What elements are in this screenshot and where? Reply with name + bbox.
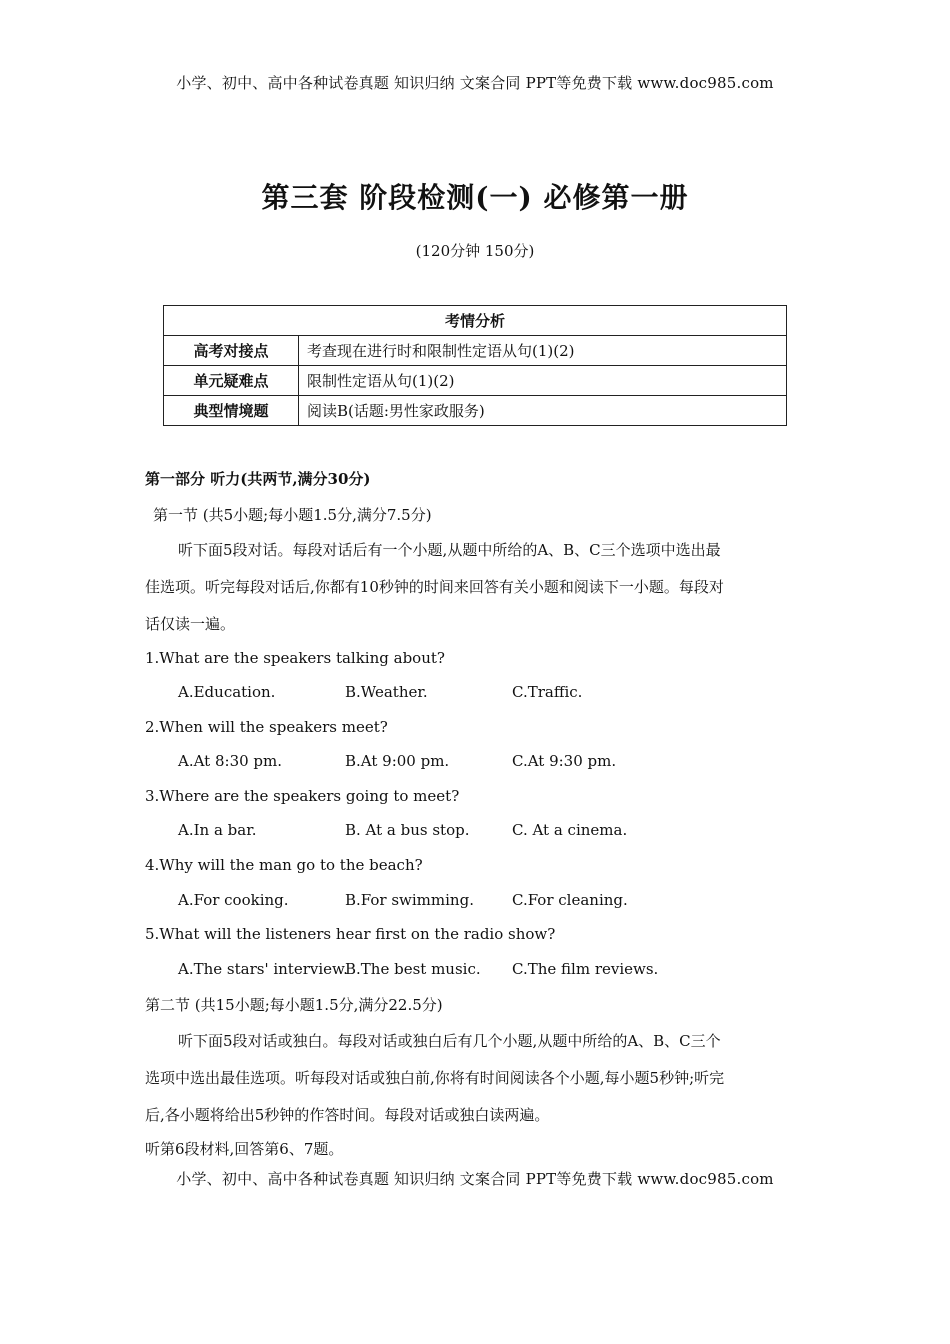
page-footer: 小学、初中、高中各种试卷真题 知识归纳 文案合同 PPT等免费下载 www.doc985.com	[176, 1170, 774, 1188]
table-value: 限制性定语从句(1)(2)	[299, 366, 787, 396]
section1-instruction-line: 听下面5段对话。每段对话后有一个小题,从题中所给的A、B、C三个选项中选出最	[178, 541, 721, 559]
option-a: A.For cooking.	[178, 891, 289, 909]
option-a: A.In a bar.	[178, 821, 257, 839]
question-1: 1.What are the speakers talking about?	[145, 649, 445, 667]
page-title: 第三套 阶段检测(一) 必修第一册	[261, 181, 689, 214]
question-4: 4.Why will the man go to the beach?	[145, 856, 423, 874]
section1-instruction-line: 佳选项。听完每段对话后,你都有10秒钟的时间来回答有关小题和阅读下一小题。每段对	[145, 578, 724, 596]
table-row	[164, 336, 787, 366]
section2-instruction-line: 选项中选出最佳选项。听每段对话或独白前,你将有时间阅读各个小题,每小题5秒钟;听完	[145, 1069, 725, 1087]
option-a: A.The stars' interview.	[178, 960, 348, 978]
option-b: B. At a bus stop.	[345, 821, 470, 839]
option-c: C.For cleaning.	[512, 891, 628, 909]
table-key: 单元疑难点	[164, 366, 299, 396]
section2-heading: 第二节 (共15小题;每小题1.5分,满分22.5分)	[145, 996, 443, 1014]
option-c: C.The film reviews.	[512, 960, 659, 978]
option-c: C.Traffic.	[512, 683, 583, 701]
table-key: 高考对接点	[164, 336, 299, 366]
table-row	[164, 396, 787, 426]
table-row	[164, 306, 787, 336]
part1-heading: 第一部分 听力(共两节,满分30分)	[145, 470, 371, 488]
exam-duration-score: (120分钟 150分)	[415, 242, 535, 260]
question-3: 3.Where are the speakers going to meet?	[145, 787, 460, 805]
option-b: B.For swimming.	[345, 891, 474, 909]
page-header: 小学、初中、高中各种试卷真题 知识归纳 文案合同 PPT等免费下载 www.doc985.com	[176, 74, 774, 92]
option-b: B.Weather.	[345, 683, 428, 701]
section2-instruction-line: 听下面5段对话或独白。每段对话或独白后有几个小题,从题中所给的A、B、C三个	[178, 1032, 721, 1050]
option-b: B.The best music.	[345, 960, 481, 978]
material-note: 听第6段材料,回答第6、7题。	[145, 1140, 344, 1158]
table-heading: 考情分析	[164, 306, 787, 336]
option-c: C.At 9:30 pm.	[512, 752, 617, 770]
section1-instruction-line: 话仅读一遍。	[145, 615, 236, 633]
section1-heading: 第一节 (共5小题;每小题1.5分,满分7.5分)	[153, 506, 432, 524]
table-row	[164, 366, 787, 396]
option-b: B.At 9:00 pm.	[345, 752, 450, 770]
table-value: 阅读B(话题:男性家政服务)	[299, 396, 787, 426]
question-2: 2.When will the speakers meet?	[145, 718, 388, 736]
section2-instruction-line: 后,各小题将给出5秒钟的作答时间。每段对话或独白读两遍。	[145, 1106, 550, 1124]
option-a: A.At 8:30 pm.	[178, 752, 283, 770]
question-5: 5.What will the listeners hear first on the radio show?	[145, 925, 556, 943]
option-c: C. At a cinema.	[512, 821, 628, 839]
option-a: A.Education.	[178, 683, 276, 701]
table-value: 考查现在进行时和限制性定语从句(1)(2)	[299, 336, 787, 366]
analysis-table	[163, 305, 787, 426]
table-key: 典型情境题	[164, 396, 299, 426]
